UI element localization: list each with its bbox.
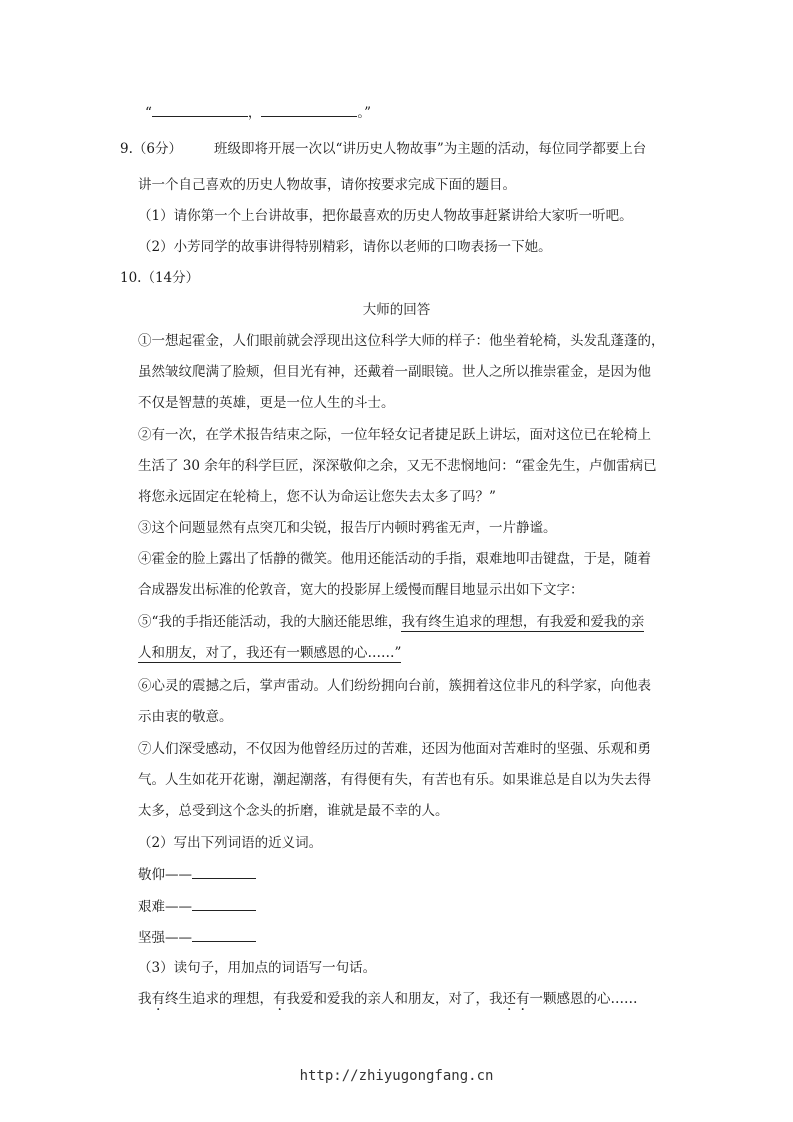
paragraph-1-line-3: 不仅是智慧的英雄，更是一位人生的斗士。	[138, 395, 395, 411]
paragraph-5-plain: ⑤“我的手指还能活动，我的大脑还能思维，	[138, 614, 402, 630]
footer-url: http://zhiyugongfang.cn	[299, 1068, 494, 1084]
paragraph-1-line-1: ①一想起霍金，人们眼前就会浮现出这位科学大师的样子：他坐着轮椅，头发乱蓬蓬的，	[138, 333, 665, 349]
paragraph-5-line-1	[138, 612, 644, 632]
question-9-text-cont: 讲一个自己喜欢的历史人物故事，请你按要求完成下面的题目。	[138, 177, 516, 193]
synonym-row-1	[138, 864, 256, 885]
paragraph-5-line-2	[138, 643, 401, 663]
dotted-word-hai: 还	[502, 991, 516, 1007]
sentence-part: 我爱和爱我的亲人和朋友，对了，我	[286, 991, 503, 1007]
blank-field-1[interactable]	[152, 102, 248, 117]
synonym-word-1: 敬仰——	[138, 867, 192, 883]
paragraph-2-line-3: 将您永远固定在轮椅上，您不认为命运让您失去太多了吗？”	[138, 489, 496, 505]
passage-title: 大师的回答	[362, 302, 431, 318]
sub-question-3: （3）读句子，用加点的词语写一句话。	[138, 960, 377, 976]
synonym-field-3[interactable]	[192, 927, 256, 942]
paragraph-1-line-2: 虽然皱纹爬满了脸颊，但目光有神，还戴着一副眼镜。世人之所以推崇霍金，是因为他	[138, 364, 651, 380]
synonym-row-3	[138, 927, 256, 948]
paragraph-5-underlined-1: 我有终生追求的理想，有我爱和爱我的亲	[401, 614, 645, 630]
blank-field-2[interactable]	[261, 102, 357, 117]
paragraph-6-line-2: 示由衷的敬意。	[138, 709, 233, 725]
paragraph-7-line-3: 太多，总受到这个念头的折磨，谁就是最不幸的人。	[138, 803, 449, 819]
question-10-number: 10.（14分）	[120, 270, 200, 286]
paragraph-6-line-1: ⑥心灵的震撼之后，掌声雷动。人们纷纷拥向台前，簇拥着这位非凡的科学家，向他表	[138, 678, 651, 694]
synonym-word-3: 坚强——	[138, 930, 192, 946]
example-sentence	[138, 989, 638, 1009]
dotted-word-you-1: 有	[151, 991, 165, 1007]
dotted-word-you-2: 有	[273, 991, 287, 1007]
question-9-number: 9.（6分）	[120, 141, 182, 157]
comma: ，	[247, 105, 262, 121]
sentence-part: 一颗感恩的心……	[529, 991, 638, 1007]
sentence-part: 终生追求的理想，	[165, 991, 273, 1007]
synonym-field-2[interactable]	[192, 896, 256, 911]
paragraph-4-line-1: ④霍金的脸上露出了恬静的微笑。他用还能活动的手指，艰难地叩击键盘，于是，随着	[138, 551, 651, 567]
blanks-line	[145, 102, 371, 123]
sentence-part: 我	[138, 991, 152, 1007]
paragraph-2-line-2: 生活了 30 余年的科学巨匠，深深敬仰之余，又无不悲悯地问：“霍金先生，卢伽雷病已	[138, 458, 657, 474]
question-9-item-2: （2）小芳同学的故事讲得特别精彩，请你以老师的口吻表扬一下她。	[138, 239, 552, 255]
paragraph-7-line-2: 气。人生如花开花谢，潮起潮落，有得便有失，有苦也有乐。如果谁总是自以为失去得	[138, 772, 651, 788]
paragraph-4-line-2: 合成器发出标准的伦敦音，宽大的投影屏上缓慢而醒目地显示出如下文字：	[138, 582, 584, 598]
open-quote: “	[145, 105, 152, 121]
dotted-word-you-3: 有	[516, 991, 530, 1007]
close-quote: 。”	[357, 105, 372, 121]
question-9-text: 班级即将开展一次以“讲历史人物故事”为主题的活动，每位同学都要上台	[214, 141, 647, 157]
synonym-word-2: 艰难——	[138, 899, 192, 915]
paragraph-3-line-1: ③这个问题显然有点突兀和尖锐，报告厅内顿时鸦雀无声，一片静谧。	[138, 520, 557, 536]
paragraph-2-line-1: ②有一次，在学术报告结束之际，一位年轻女记者捷足跃上讲坛，面对这位已在轮椅上	[138, 427, 651, 443]
paragraph-7-line-1: ⑦人们深受感动，不仅因为他曾经历过的苦难，还因为他面对苦难时的坚强、乐观和勇	[138, 741, 651, 757]
synonym-field-1[interactable]	[192, 864, 256, 879]
sub-question-2: （2）写出下列词语的近义词。	[138, 835, 323, 851]
question-9-item-1: （1）请你第一个上台讲故事，把你最喜欢的历史人物故事赶紧讲给大家听一听吧。	[138, 208, 633, 224]
synonym-row-2	[138, 896, 256, 917]
paragraph-5-underlined-2: 人和朋友，对了，我还有一颗感恩的心……”	[138, 645, 402, 661]
